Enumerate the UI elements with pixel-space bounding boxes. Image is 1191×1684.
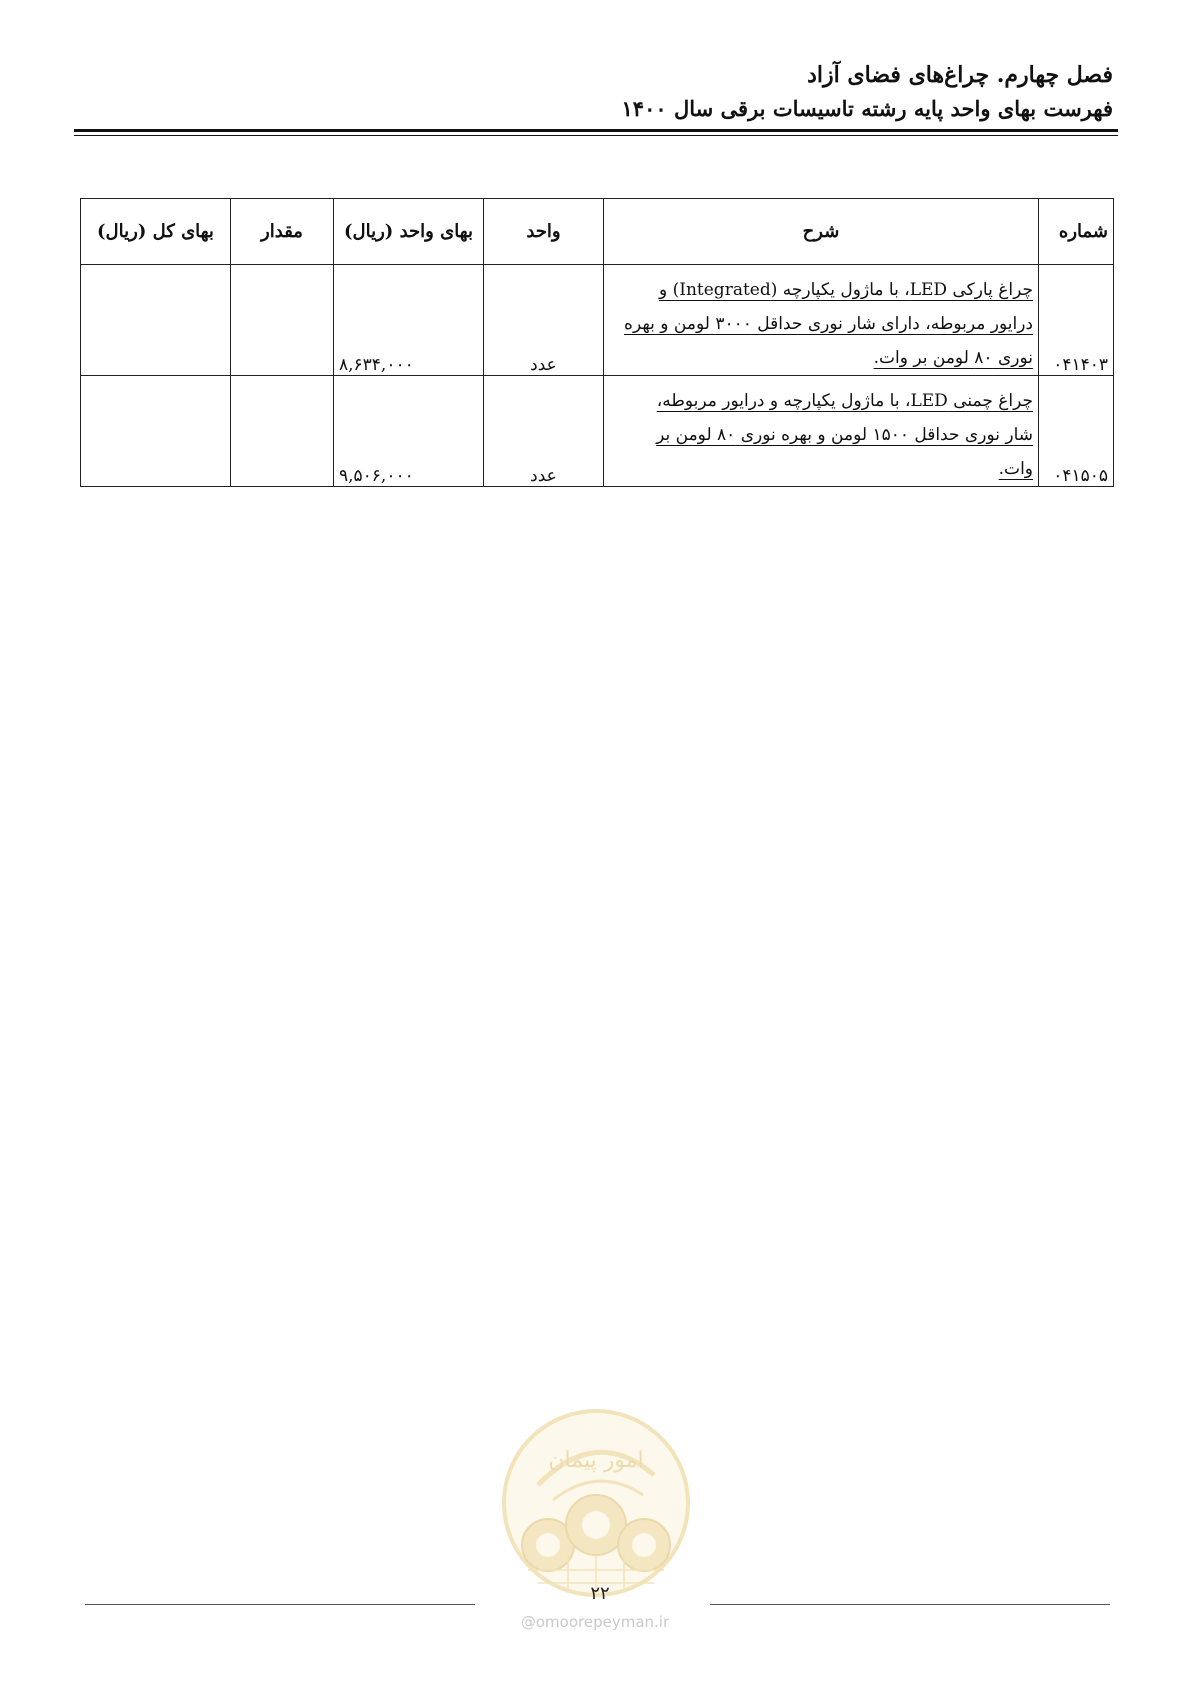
column-header-unit: واحد (484, 199, 604, 265)
book-title: فهرست بهای واحد پایه رشته تاسیسات برقی سال ۱۴۰۰ (621, 96, 1113, 121)
page-header (73, 58, 1113, 126)
price-list-table (80, 198, 1114, 487)
page-number: ۲۲ (590, 1583, 610, 1604)
column-header-quantity: مقدار (231, 199, 334, 265)
column-header-total-price: بهای کل (ریال) (81, 199, 231, 265)
description-line: درایور مربوطه، دارای شار نوری حداقل ۳۰۰۰ لومن و بهره (624, 314, 1033, 334)
header-rule-thick (74, 129, 1118, 132)
item-description (604, 265, 1039, 376)
column-header-description: شرح (604, 199, 1039, 265)
item-unit: عدد (484, 265, 604, 376)
footer-rule-left (85, 1604, 475, 1605)
column-header-code: شماره (1039, 199, 1114, 265)
item-unit: عدد (484, 376, 604, 487)
header-rule-thin (74, 135, 1118, 136)
description-line: وات. (998, 459, 1033, 479)
item-code: ۰۴۱۵۰۵ (1039, 376, 1114, 487)
table-row (81, 376, 1114, 487)
footer-rule-right (710, 1604, 1110, 1605)
description-line: چراغ پارکی LED، با ماژول یکپارچه (Integrated) و (659, 280, 1033, 300)
chapter-title: فصل چهارم. چراغ‌های فضای آزاد (807, 62, 1113, 88)
description-line: نوری ۸۰ لومن بر وات. (873, 348, 1033, 368)
item-total-price (81, 376, 231, 487)
description-line: شار نوری حداقل ۱۵۰۰ لومن و بهره نوری ۸۰ لومن بر (656, 425, 1033, 445)
item-total-price (81, 265, 231, 376)
column-header-unit-price: بهای واحد (ریال) (334, 199, 484, 265)
table-header-row (81, 199, 1114, 265)
item-quantity (231, 265, 334, 376)
item-description (604, 376, 1039, 487)
item-code: ۰۴۱۴۰۳ (1039, 265, 1114, 376)
item-unit-price: ۹,۵۰۶,۰۰۰ (334, 376, 484, 487)
description-line: چراغ چمنی LED، با ماژول یکپارچه و درایور مربوطه، (656, 391, 1033, 411)
website-link[interactable]: @omoorepeyman.ir (520, 1613, 670, 1631)
watermark-logo (498, 1405, 694, 1601)
item-unit-price: ۸,۶۳۴,۰۰۰ (334, 265, 484, 376)
watermark-text: امور پیمان (548, 1448, 644, 1473)
item-quantity (231, 376, 334, 487)
table-row (81, 265, 1114, 376)
